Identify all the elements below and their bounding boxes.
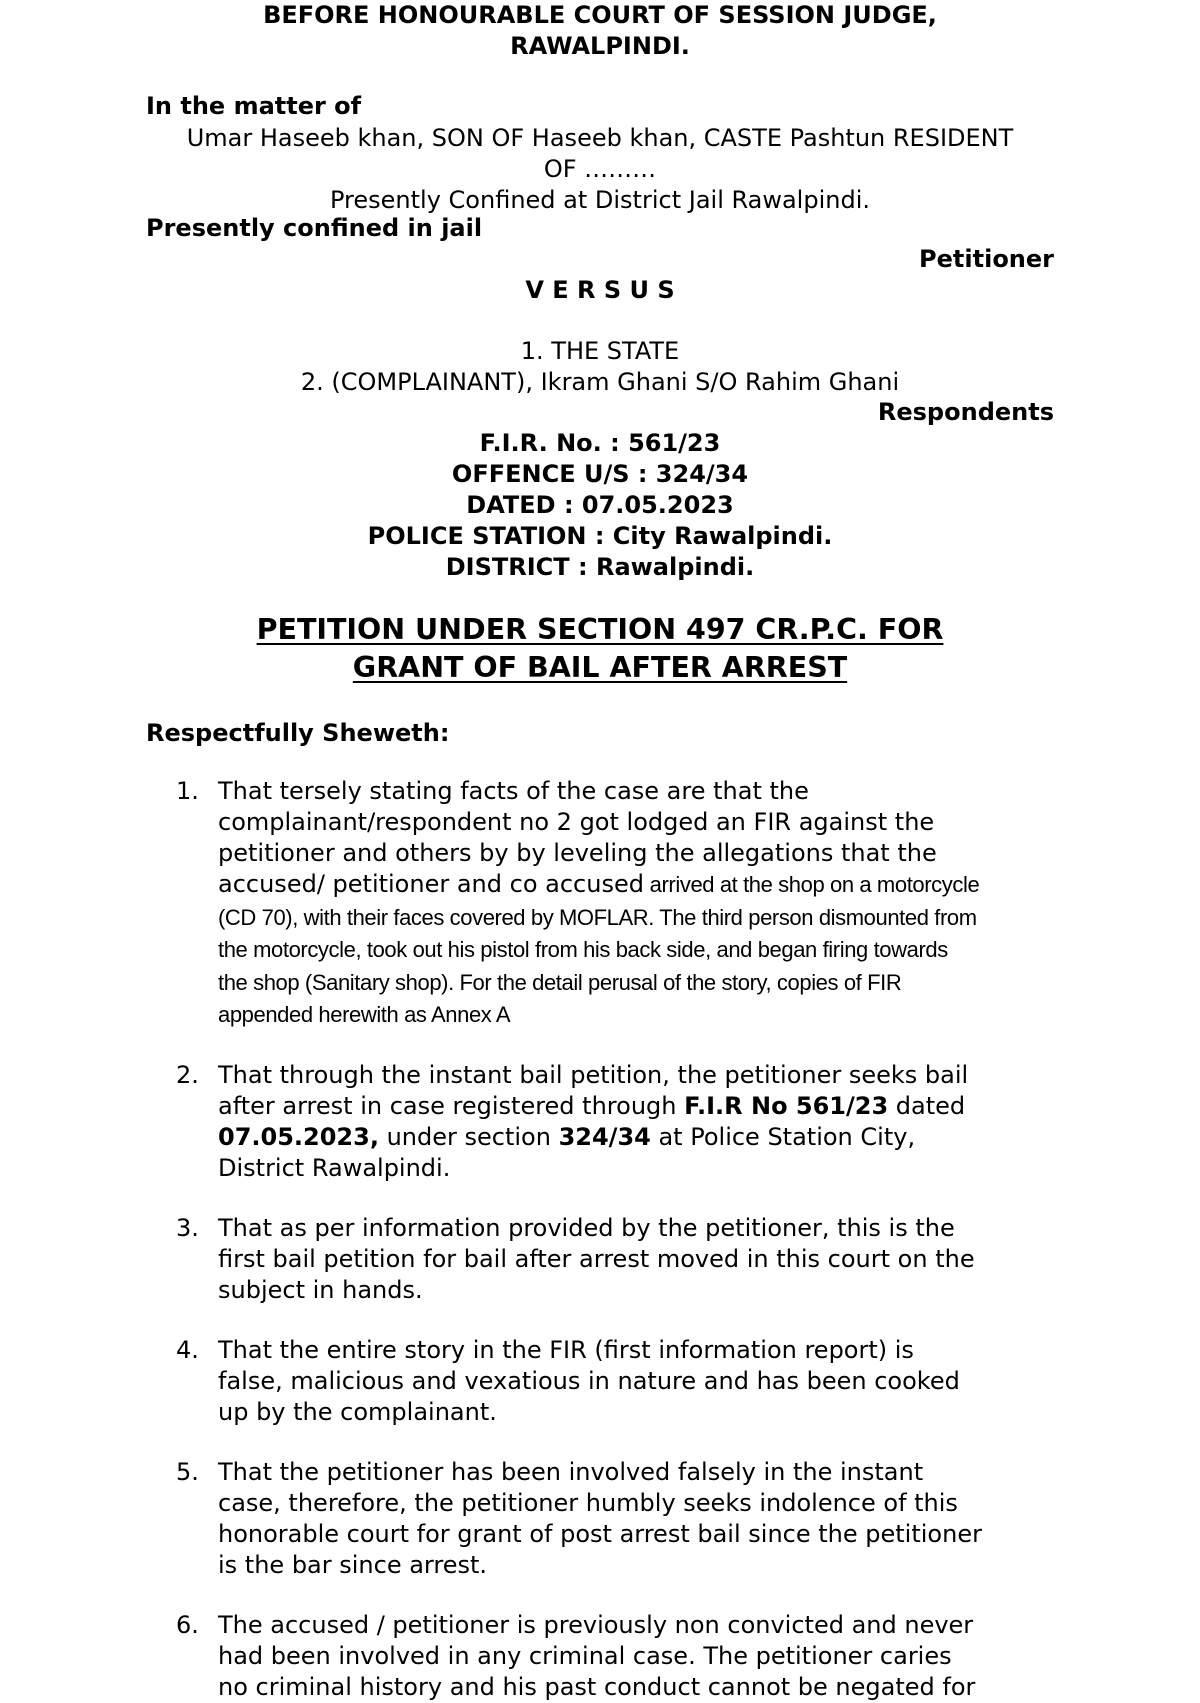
fir-number: F.I.R. No. : 561/23	[479, 429, 721, 457]
confined-line: Presently Confined at District Jail Rawalpindi.	[330, 186, 870, 214]
p1-line6: the motorcycle, took out his pistol from his back side, and began firing towards	[218, 937, 948, 962]
p1-line7: the shop (Sanitary shop). For the detail perusal of the story, copies of FIR	[218, 969, 902, 995]
p3-line1: That as per information provided by the petitioner, this is the	[218, 1214, 955, 1242]
p1-line2: complainant/respondent no 2 got lodged an FIR against the	[218, 808, 935, 836]
fir-details	[0, 428, 1200, 583]
court-title-line2: RAWALPINDI.	[510, 32, 690, 60]
p2-fir-number: F.I.R No 561/23	[684, 1092, 889, 1120]
paragraph-number: 1.	[176, 777, 199, 805]
respondents-label: Respondents	[877, 398, 1054, 426]
paragraph-number: 2.	[176, 1061, 199, 1089]
p2-line3-text: under section	[378, 1123, 559, 1151]
paragraph-2	[176, 1060, 1056, 1184]
p1-line8: appended herewith as Annex A	[218, 1002, 511, 1027]
petitioner-line2: OF ………	[543, 155, 657, 183]
offence-section: OFFENCE U/S : 324/34	[451, 460, 749, 488]
p5-line4: is the bar since arrest.	[218, 1551, 488, 1579]
p5-line3: honorable court for grant of post arrest bail since the petitioner	[218, 1520, 982, 1548]
p2-line2	[218, 1091, 1056, 1122]
p6-line1: The accused / petitioner is previously non convicted and never	[218, 1611, 974, 1639]
respondents-list	[0, 336, 1200, 398]
petitioner-label: Petitioner	[919, 245, 1054, 273]
p2-line2-dated: dated	[888, 1092, 966, 1120]
p3-line3: subject in hands.	[218, 1276, 423, 1304]
paragraph-6	[176, 1610, 1056, 1703]
p2-line3-station: at Police Station City,	[650, 1123, 916, 1151]
petition-title-line1: PETITION UNDER SECTION 497 CR.P.C. FOR	[256, 613, 944, 646]
salutation: Respectfully Sheweth:	[146, 719, 450, 747]
respondent-2: 2. (COMPLAINANT), Ikram Ghani S/O Rahim Ghani	[300, 368, 900, 396]
paragraph-1	[176, 776, 1056, 1032]
p1-line4-bold: accused/ petitioner and co accused	[218, 870, 644, 898]
p2-line3	[218, 1122, 1056, 1153]
respondent-1: 1. THE STATE	[520, 337, 680, 365]
p1-line4	[218, 869, 1056, 902]
p5-line1: That the petitioner has been involved falsely in the instant	[218, 1458, 924, 1486]
district: DISTRICT : Rawalpindi.	[445, 553, 755, 581]
court-header	[0, 0, 1200, 62]
paragraph-number: 3.	[176, 1214, 199, 1242]
paragraph-number: 4.	[176, 1336, 199, 1364]
confined-bold-line: Presently confined in jail	[146, 214, 483, 242]
petition-title-line2: GRANT OF BAIL AFTER ARREST	[352, 651, 848, 684]
paragraph-3	[176, 1213, 1056, 1306]
p2-line2-text: after arrest in case registered through	[218, 1092, 685, 1120]
petitioner-details	[146, 123, 1054, 216]
petitioner-line1: Umar Haseeb khan, SON OF Haseeb khan, CASTE Pashtun RESIDENT	[186, 124, 1014, 152]
paragraph-number: 6.	[176, 1611, 199, 1639]
paragraph-5	[176, 1457, 1056, 1581]
p6-line3: no criminal history and his past conduct cannot be negated for	[218, 1673, 976, 1701]
paragraph-number: 5.	[176, 1458, 199, 1486]
matter-intro: In the matter of	[146, 92, 362, 120]
p1-line5: (CD 70), with their faces covered by MOFLAR. The third person dismounted from	[218, 904, 977, 930]
paragraph-4	[176, 1335, 1056, 1428]
p2-line1: That through the instant bail petition, the petitioner seeks bail	[218, 1061, 969, 1089]
police-station: POLICE STATION : City Rawalpindi.	[367, 522, 833, 550]
p4-line1: That the entire story in the FIR (first information report) is	[218, 1336, 914, 1364]
p1-line4-rest: arrived at the shop on a motorcycle	[643, 872, 980, 897]
petition-title	[0, 611, 1200, 687]
p6-line2: had been involved in any criminal case. The petitioner caries	[218, 1642, 952, 1670]
p1-line1: That tersely stating facts of the case are that the	[218, 777, 809, 805]
p2-date: 07.05.2023,	[218, 1123, 379, 1151]
p4-line2: false, malicious and vexatious in nature and has been cooked	[218, 1367, 960, 1395]
p5-line2: case, therefore, the petitioner humbly seeks indolence of this	[218, 1489, 958, 1517]
p2-section: 324/34	[558, 1123, 651, 1151]
p1-line3: petitioner and others by by leveling the allegations that the	[218, 839, 937, 867]
versus-label: V E R S U S	[525, 276, 675, 304]
p2-line4: District Rawalpindi.	[218, 1154, 451, 1182]
p3-line2: first bail petition for bail after arrest moved in this court on the	[218, 1245, 975, 1273]
p4-line3: up by the complainant.	[218, 1398, 497, 1426]
fir-date: DATED : 07.05.2023	[466, 491, 734, 519]
court-title-line1: BEFORE HONOURABLE COURT OF SESSION JUDGE,	[263, 1, 937, 29]
